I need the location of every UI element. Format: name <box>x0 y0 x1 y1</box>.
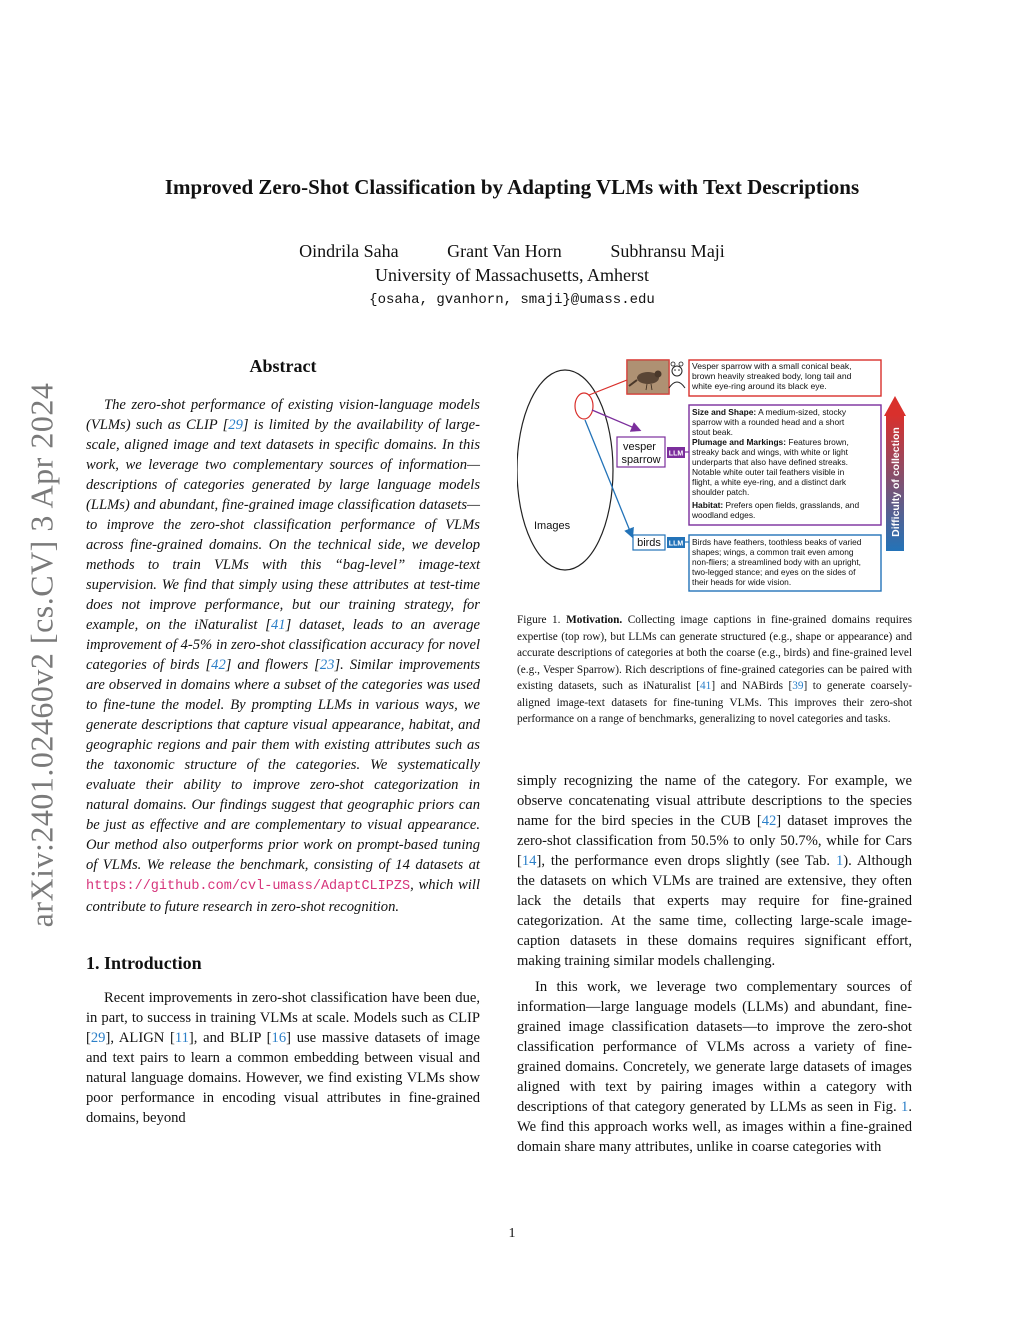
left-column <box>86 356 480 1128</box>
svg-text:Vesper sparrow with a small co: Vesper sparrow with a small conical beak, brown heavily streaked body, long tail and white eye-ring around its black eye. <box>692 361 852 391</box>
intro-paragraph: In this work, we leverage two complementary sources of information—large language models (LLMs) and abundant, fine-grained image classification datasets—to improve the zero-shot classification performance of VLMs across a variety of fine-grained domains. Concretely, we generate large datasets of images aligned with text by pairing images within a category with descriptions of that category generated by LLMs as seen in Fig. 1. We find this approach works well, as images within a fine-grained domain share many attributes, unlike in coarse categories with <box>517 979 912 1155</box>
author-name: Grant Van Horn <box>447 241 562 261</box>
citation-link[interactable]: 39 <box>792 680 804 692</box>
citation-link[interactable]: 16 <box>271 1030 287 1046</box>
citation-link[interactable]: 41 <box>270 617 286 633</box>
figure-caption: Figure 1. Motivation. Collecting image captions in fine-grained domains requires expertise (top row), but LLMs can generate structured (e.g., shape or appearance) and accurate descriptions of categories at both the coarse (e.g., birds) and fine-grained level (e.g., Vesper Sparrow). Rich descriptions of fine-grained categories can be paired with existing datasets, such as iNaturalist [41] and NABirds [39] to generate coarsely-aligned image-text datasets for fine-tuning VLMs. This improves their zero-shot performance on a range of benchmarks, generalizing to novel categories and tasks. <box>517 614 912 725</box>
citation-link[interactable]: 29 <box>228 417 243 433</box>
images-label: Images <box>534 520 571 532</box>
citation-link[interactable]: 42 <box>761 813 777 829</box>
human-annotator-icon <box>669 362 685 388</box>
images-ellipse <box>517 370 613 570</box>
arxiv-id-text: arXiv:2401.02460v2 [cs.CV] 3 Apr 2024 <box>23 382 60 928</box>
figure-motivation <box>517 358 912 608</box>
svg-text:birds: birds <box>637 537 661 549</box>
citation-link[interactable]: 23 <box>319 657 335 673</box>
abstract-heading: Abstract <box>249 356 317 376</box>
citation-link[interactable]: 29 <box>90 1030 106 1046</box>
right-column <box>517 771 912 1157</box>
svg-text:LLM: LLM <box>668 540 684 548</box>
citation-link[interactable]: 42 <box>211 657 226 673</box>
author-list <box>0 241 1024 262</box>
section-heading-introduction: 1. Introduction <box>86 953 202 973</box>
arxiv-identifier <box>12 355 72 955</box>
citation-link[interactable]: 41 <box>700 680 712 692</box>
bird-photo <box>627 360 669 394</box>
intro-paragraph: Recent improvements in zero-shot classification have been due, in part, to success in training VLMs at scale. Models such as CLIP [29], ALIGN [11], and BLIP [16] use massive datasets of image and text pairs to learn a common embedding between visual and natural language domains. However, we find existing VLMs show poor performance in encoding visual attributes in fine-grained domains, beyond <box>86 990 480 1126</box>
svg-text:Size and Shape: A medium-sized: Size and Shape: A medium-sized, stocky sparrow with a rounded head and a short stout beak. Plumage and Markings: Features brown, streaky back and wings, with white or light underparts that also have defined streaks. Notable white outer tail feathers visible in flight, a white eye-ring, and a distinct dark shoulder patch. Habitat: Prefers open fields, grasslands, and woodland edges. <box>692 407 860 520</box>
page-number: 1 <box>508 1226 516 1241</box>
citation-link[interactable]: 14 <box>521 853 537 869</box>
svg-text:LLM: LLM <box>668 450 684 458</box>
figure-reference-link[interactable]: 1 <box>901 1099 909 1115</box>
vesper-sparrow-cluster <box>575 393 593 419</box>
intro-paragraph: simply recognizing the name of the category. For example, we observe concatenating visual attribute descriptions to the species name for the bird species in the CUB [42] dataset improves the zero-shot classification from 50.5% to only 50.7%, while for Cars [14], the performance even drops slightly (see Tab. 1). Although the datasets on which VLMs are trained are extensive, they often lack the details that experts may require for fine-grained categorization. At the same time, collecting large-scale image-caption datasets in these domains requires significant effort, making training similar models challenging. <box>517 773 913 969</box>
difficulty-label: Difficulty of collection <box>890 427 902 537</box>
benchmark-url-link[interactable]: https://github.com/cvl-umass/AdaptCLIPZS <box>86 879 411 894</box>
paper-title: Improved Zero-Shot Classification by Adapting VLMs with Text Descriptions <box>164 175 860 199</box>
abstract-text: The zero-shot performance of existing vision-language models (VLMs) such as CLIP [29] is limited by the availability of large-scale, aligned image and text datasets in specific domains. In this work, we leverage two complementary sources of information—descriptions of categories generated by large language models (LLMs) and abundant, fine-grained image classification datasets—to improve the zero-shot classification performance of VLMs across fine-grained domains. On the technical side, we develop methods to train VLMs with this “bag-level” image-text supervision. We find that simply using these attributes at test-time does not improve performance, but our training strategy, for example, on the iNaturalist [41] dataset, leads to an average improvement of 4-5% in zero-shot classification accuracy for novel categories of birds [42] and flowers [23]. Similar improvements are observed in domains where a subset of the categories was used to fine-tune the model. By prompting LLMs in various ways, we generate descriptions that capture visual appearance, habitat, and geographic regions and pair them with existing attributes such as the taxonomic structure of the categories. We systematically evaluate their ability to improve zero-shot categorization in natural domains. Our findings suggest that geographic priors can be just as effective and are complementary to visual appearance. Our method also outperforms prior work on prompt-based tuning of VLMs. We release the benchmark, consisting of 14 datasets at https://github.com/cvl-umass/AdaptCLIPZS, which will contribute to future research in zero-shot recognition. <box>86 397 481 915</box>
svg-text:vesper sparrow: vesper sparrow <box>621 441 661 466</box>
table-reference-link[interactable]: 1 <box>835 853 844 869</box>
author-emails: {osaha, gvanhorn, smaji}@umass.edu <box>369 292 655 308</box>
citation-link[interactable]: 11 <box>174 1030 189 1046</box>
svg-text:Birds have feathers, toothless: Birds have feathers, toothless beaks of varied shapes; wings, a common trait even among non-fliers; a streamlined body with an upright, two-legged stance; and eyes on the sides of their heads for wide vision. <box>692 537 862 587</box>
affiliation: University of Massachusetts, Amherst <box>375 265 649 285</box>
author-name: Subhransu Maji <box>610 241 725 261</box>
author-name: Oindrila Saha <box>299 241 399 261</box>
